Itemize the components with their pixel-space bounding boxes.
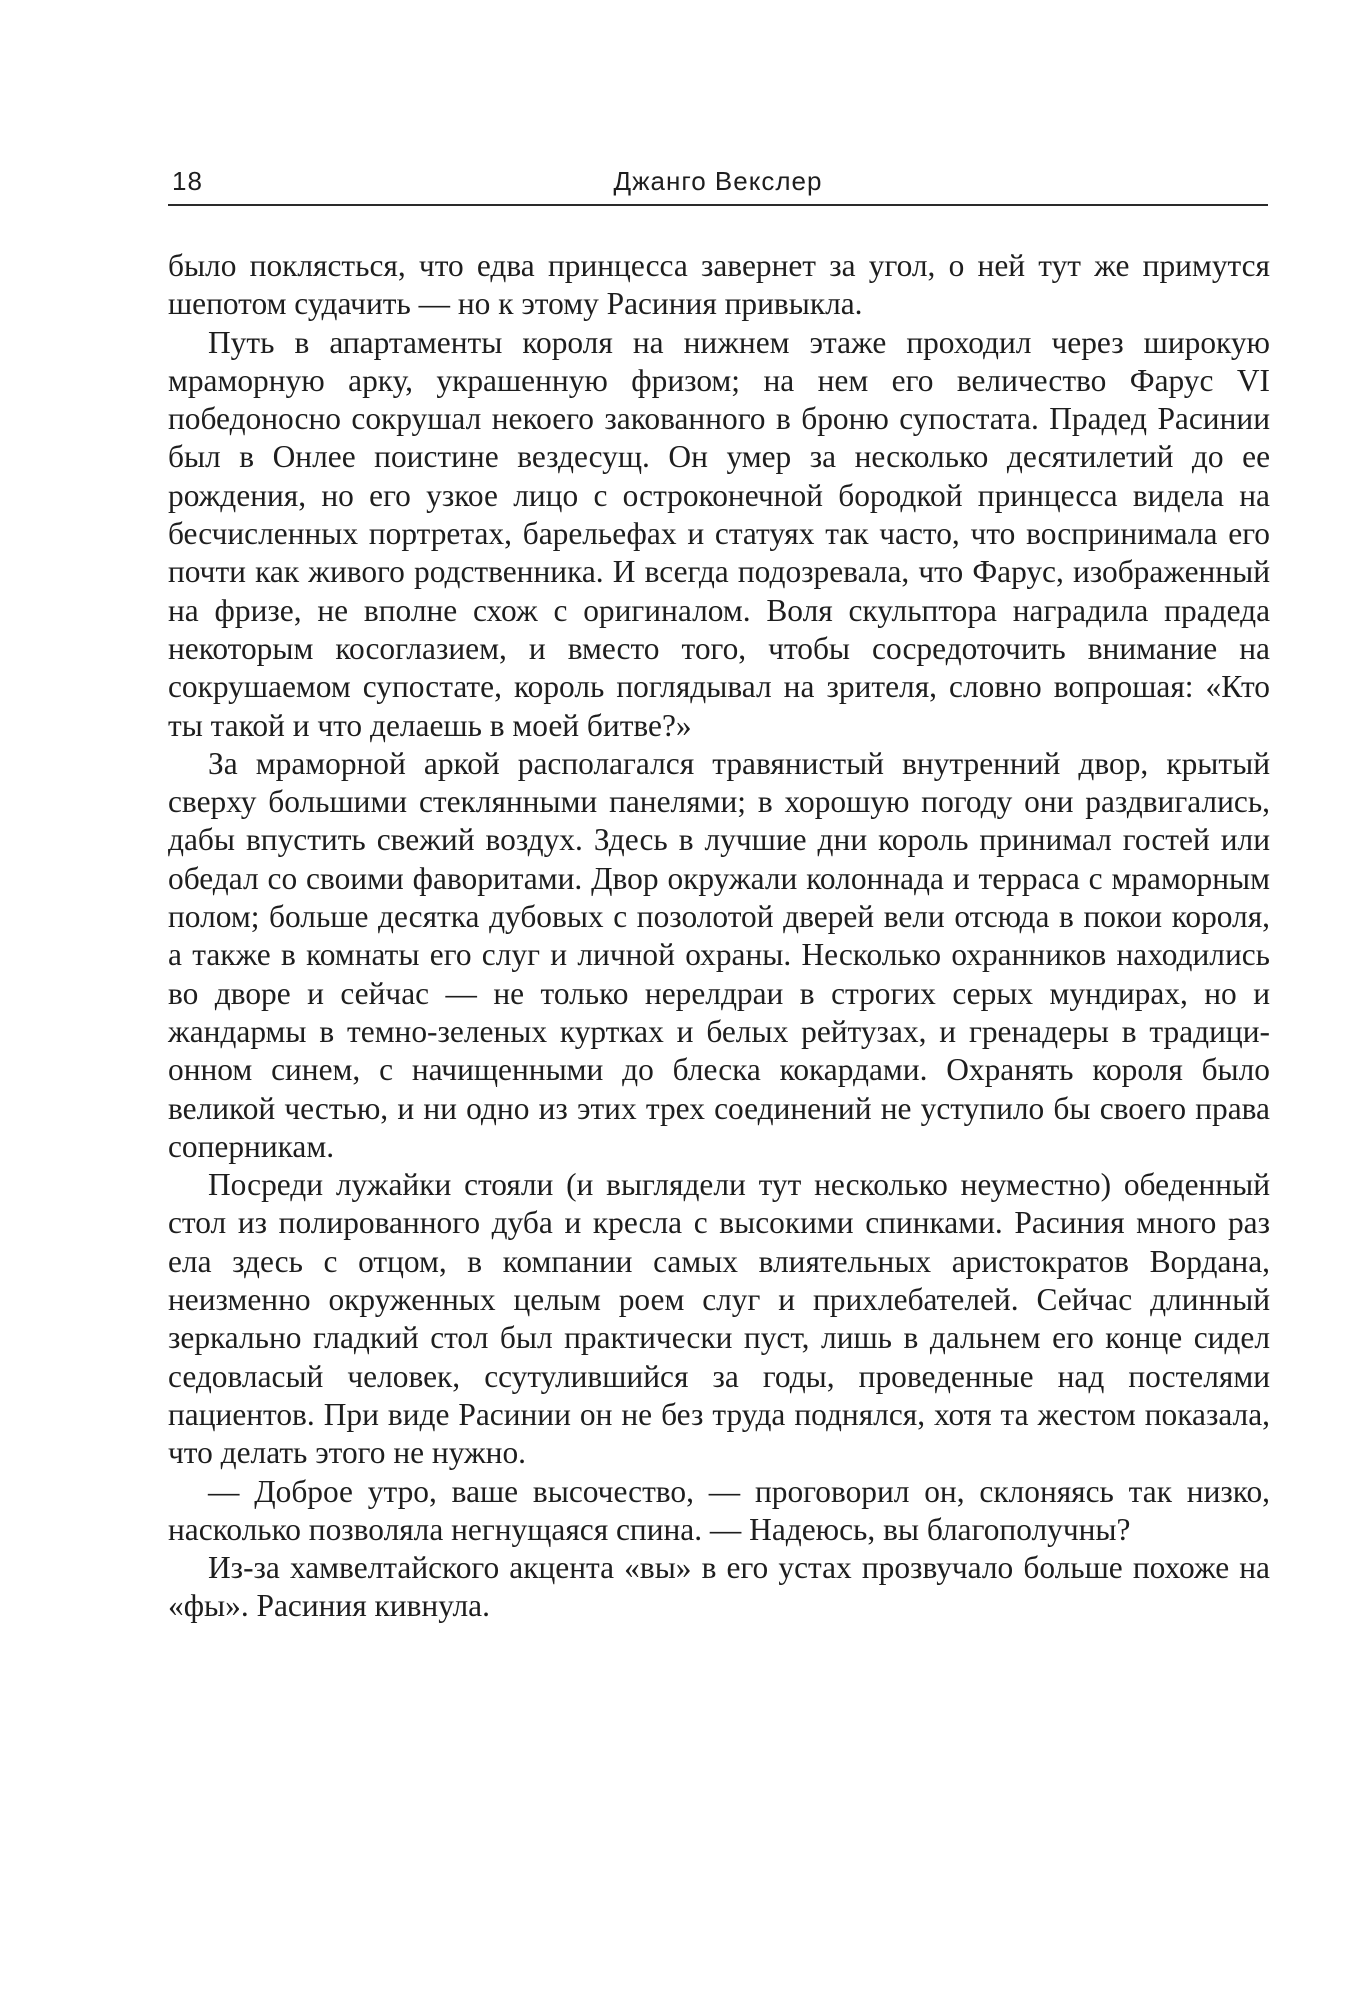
paragraph: За мраморной аркой располагался травянистый внутренний двор, крытый сверху большими стеклянными панелями; в хорошую погоду они раздвигались, дабы впустить свежий воздух. Здесь в лучшие дни король принимал гостей или обедал со своими фаворитами. Двор окружали колоннада и терраса с мраморным полом; больше десятка дубовых с позолотой дверей вели отсюда в покои короля, а также в комнаты его слуг и личной охраны. Несколько охранников находились во дворе и сейчас — не только нерелдраи в строгих серых мундирах, но и жандармы в темно-зеленых куртках и белых рейтузах, и гренадеры в традиционном синем, с начищенными до блеска кокардами. Охранять короля было великой честью, и ни одно из этих трех соединений не уступило бы своего права соперникам. [168, 745, 1270, 1164]
dialogue-paragraph: — Доброе утро, ваше высочество, — проговорил он, склоняясь так низко, насколько позволяла негнущаяся спина. — Надеюсь, вы благополучны? [168, 1473, 1270, 1547]
paragraph: Посреди лужайки стояли (и выглядели тут несколько неуместно) обеденный стол из полированного дуба и кресла с высокими спинками. Расиния много раз ела здесь с отцом, в компании самых влиятельных аристократов Вордана, неизменно окруженных целым роем слуг и прихлебателей. Сейчас длинный зеркально гладкий стол был практически пуст, лишь в дальнем его конце сидел седовласый человек, ссутулившийся за годы, проведенные над постелями пациентов. При виде Расинии он не без труда поднялся, хотя та жестом показала, что делать этого не нужно. [168, 1167, 1270, 1471]
paragraph: было поклясться, что едва принцесса завернет за угол, о ней тут же примутся шепотом судачить — но к этому Расиния привыкла. [168, 248, 1270, 322]
running-head [168, 160, 1268, 206]
paragraph: Из-за хамвелтайского акцента «вы» в его устах прозвучало больше похоже на «фы». Расиния кивнула. [168, 1550, 1270, 1624]
running-head-author: Джанго Векслер [613, 166, 823, 196]
page-number: 18 [172, 166, 203, 196]
paragraph: Путь в апартаменты короля на нижнем этаже проходил через широкую мраморную арку, украшенную фризом; на нем его величество Фарус VI победоносно сокрушал некоего закованного в броню супостата. Прадед Расинии был в Онлее поистине вездесущ. Он умер за несколько десятилетий до ее рождения, но его узкое лицо с остроконечной бородкой принцесса видела на бесчисленных портретах, барельефах и статуях так часто, что воспринимала его почти как живого родственника. И всегда подозревала, что Фарус, изображенный на фризе, не вполне схож с оригиналом. Воля скульптора наградила прадеда некоторым косоглазием, и вместо того, чтобы сосредоточить внимание на сокрушаемом супостате, король поглядывал на зрителя, словно вопрошая: «Кто ты такой и что делаешь в моей битве?» [168, 324, 1270, 743]
main-text [168, 247, 1270, 1626]
